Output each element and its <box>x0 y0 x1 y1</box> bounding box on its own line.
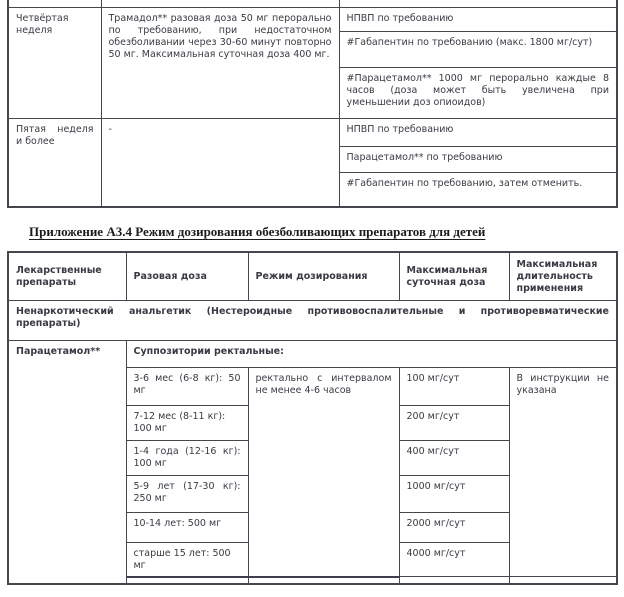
daily-max-cell: 400 мг/сут <box>399 440 509 475</box>
empty-cell <box>399 577 509 584</box>
single-dose-cell: 1-4 года (12-16 кг): 100 мг <box>126 440 248 475</box>
table-row <box>8 340 617 367</box>
single-dose-cell: 3-6 мес (6-8 кг): 50 мг <box>126 367 248 405</box>
empty-cell <box>248 577 399 584</box>
dosing-regimen-cell: ректально с интервалом не менее 4-6 часов <box>248 367 399 577</box>
single-dose-cell: старше 15 лет: 500 мг <box>126 542 248 577</box>
adjuvant-cell: НПВП по требованию <box>339 118 617 146</box>
single-dose-cell: 7-12 мес (8-11 кг): 100 мг <box>126 405 248 440</box>
col-header-cell: Режим дозирования <box>248 252 399 300</box>
table-row-cut <box>8 0 617 7</box>
therapy-cell: - <box>101 118 339 207</box>
single-dose-cell: 5-9 лет (17-30 кг): 250 мг <box>126 475 248 512</box>
empty-cell <box>126 577 248 584</box>
single-dose-cell: 10-14 лет: 500 мг <box>126 512 248 542</box>
daily-max-cell: 200 мг/сут <box>399 405 509 440</box>
empty-cell <box>8 0 101 7</box>
group-header-row <box>8 300 617 340</box>
therapy-cell: Трамадол** разовая доза 50 мг перорально по требованию, при недостаточном обезболивании через 30-60 минут повторно 50 мг. Максимальная суточная доза 400 мг. <box>101 7 339 118</box>
daily-max-cell: 2000 мг/сут <box>399 512 509 542</box>
adjuvant-cell: #Парацетамол** 1000 мг перорально каждые 8 часов (доза может быть увеличена при уменьшении доз опиоидов) <box>339 67 617 118</box>
col-header-cell: Максимальная суточная доза <box>399 252 509 300</box>
empty-cell <box>101 0 339 7</box>
max-duration-cell: В инструкции не указана <box>509 367 617 577</box>
group-header-cell: Ненаркотический анальгетик (Нестероидные противовоспалительные и противоревматические препараты) <box>8 300 617 340</box>
adjuvant-cell: НПВП по требованию <box>339 7 617 31</box>
dosage-form-cell: Суппозитории ректальные: <box>126 340 617 367</box>
col-header-cell: Максимальная длительность применения <box>509 252 617 300</box>
daily-max-cell: 4000 мг/сут <box>399 542 509 577</box>
table-row <box>8 7 617 31</box>
table-row <box>8 118 617 146</box>
empty-cell <box>509 577 617 584</box>
adjuvant-cell: #Габапентин по требованию, затем отменить. <box>339 172 617 207</box>
col-header-cell: Разовая доза <box>126 252 248 300</box>
adjuvant-cell: #Габапентин по требованию (макс. 1800 мг/сут) <box>339 31 617 67</box>
daily-max-cell: 1000 мг/сут <box>399 475 509 512</box>
col-header-cell: Лекарственные препараты <box>8 252 126 300</box>
drug-name-cell: Парацетамол** <box>8 340 126 584</box>
appendix-heading: Приложение А3.4 Режим дозирования обезболивающих препаратов для детей <box>29 224 486 239</box>
period-cell: Пятая неделя и более <box>8 118 101 207</box>
opioid-dosing-table <box>7 0 618 208</box>
header-row <box>8 252 617 300</box>
daily-max-cell: 100 мг/сут <box>399 367 509 405</box>
empty-cell <box>339 0 617 7</box>
adjuvant-cell: Парацетамол** по требованию <box>339 146 617 172</box>
children-dosing-table <box>7 251 618 585</box>
period-cell: Четвёртая неделя <box>8 7 101 118</box>
